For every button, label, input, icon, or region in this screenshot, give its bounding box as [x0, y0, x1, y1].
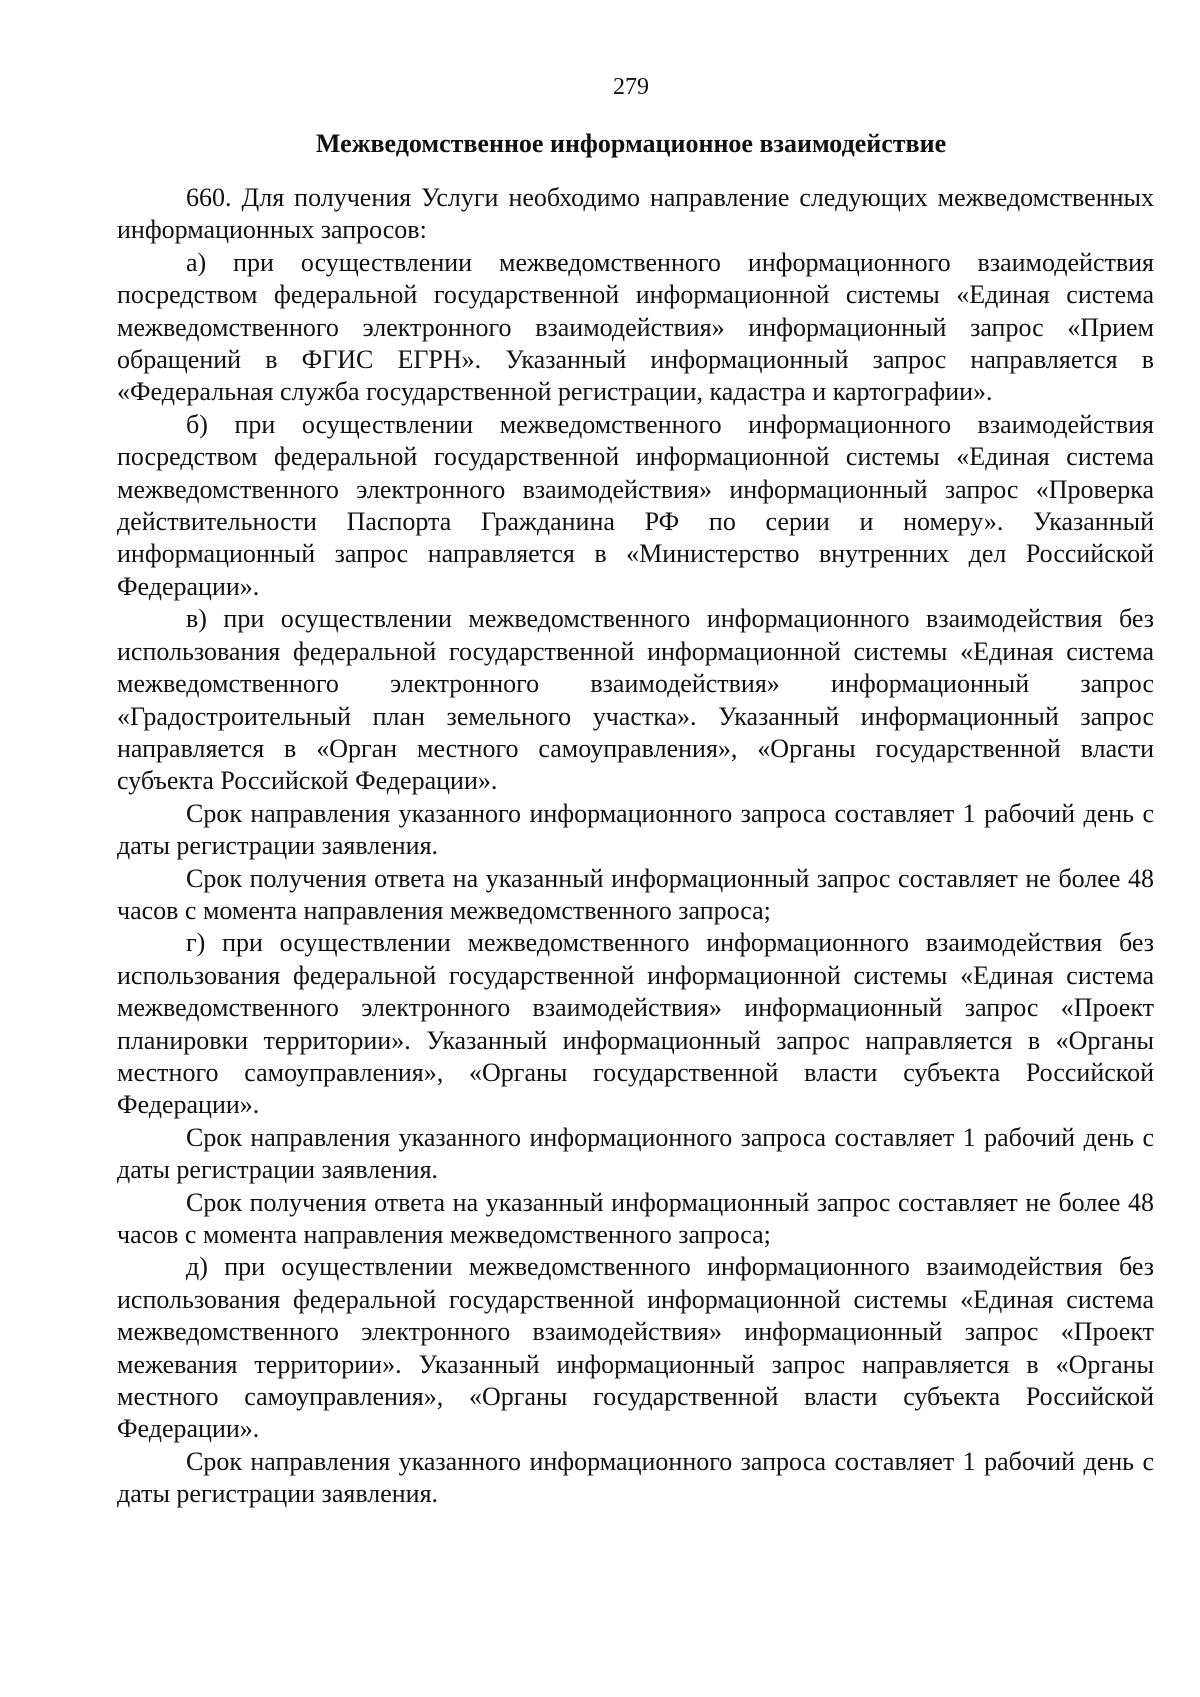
paragraph-item-d: д) при осуществлении межведомственного информационного взаимодействия без использования федеральной государственной информационной системы «Единая система межведомственного электронного взаимодействия» информационный запрос «Проект межевания территории». Указанный информационный запрос направляется в «Органы местного самоуправления», «Органы государственной власти субъекта Российской Федерации».	[117, 1252, 1154, 1444]
paragraph-send-deadline: Срок направления указанного информационного запроса составляет 1 рабочий день с даты регистрации заявления.	[117, 1122, 1154, 1185]
paragraph-response-deadline: Срок получения ответа на указанный информационный запрос составляет не более 48 часов с момента направления межведомственного запроса;	[117, 1187, 1154, 1249]
paragraph-response-deadline: Срок получения ответа на указанный информационный запрос составляет не более 48 часов с момента направления межведомственного запроса;	[117, 863, 1154, 925]
paragraph-item-b: б) при осуществлении межведомственного информационного взаимодействия посредством федеральной государственной информационной системы «Единая система межведомственного электронного взаимодействия» информационный запрос «Проверка действительности Паспорта Гражданина РФ по серии и номеру». Указанный информационный запрос направляется в «Министерство внутренних дел Российской Федерации».	[117, 409, 1154, 601]
paragraph-send-deadline: Срок направления указанного информационного запроса составляет 1 рабочий день с даты регистрации заявления.	[117, 798, 1154, 861]
paragraph-item-v: в) при осуществлении межведомственного информационного взаимодействия без использования федеральной государственной информационной системы «Единая система межведомственного электронного взаимодействия» информационный запрос «Градостроительный план земельного участка». Указанный информационный запрос направляется в «Орган местного самоуправления», «Органы государственной власти субъекта Российской Федерации».	[117, 604, 1154, 796]
section-heading: Межведомственное информационное взаимодействие	[315, 129, 947, 158]
paragraph-660-intro: 660. Для получения Услуги необходимо направление следующих межведомственных информационных запросов:	[117, 183, 1154, 245]
paragraph-item-a: а) при осуществлении межведомственного информационного взаимодействия посредством федеральной государственной информационной системы «Единая система межведомственного электронного взаимодействия» информационный запрос «Прием обращений в ФГИС ЕГРН». Указанный информационный запрос направляется в «Федеральная служба государственной регистрации, кадастра и картографии».	[117, 247, 1154, 407]
paragraph-send-deadline: Срок направления указанного информационного запроса составляет 1 рабочий день с даты регистрации заявления.	[117, 1446, 1154, 1509]
page-number: 279	[613, 74, 649, 100]
document-body	[117, 182, 1154, 1511]
paragraph-item-g: г) при осуществлении межведомственного информационного взаимодействия без использования федеральной государственной информационной системы «Единая система межведомственного электронного взаимодействия» информационный запрос «Проект планировки территории». Указанный информационный запрос направляется в «Органы местного самоуправления», «Органы государственной власти субъекта Российской Федерации».	[117, 928, 1154, 1120]
